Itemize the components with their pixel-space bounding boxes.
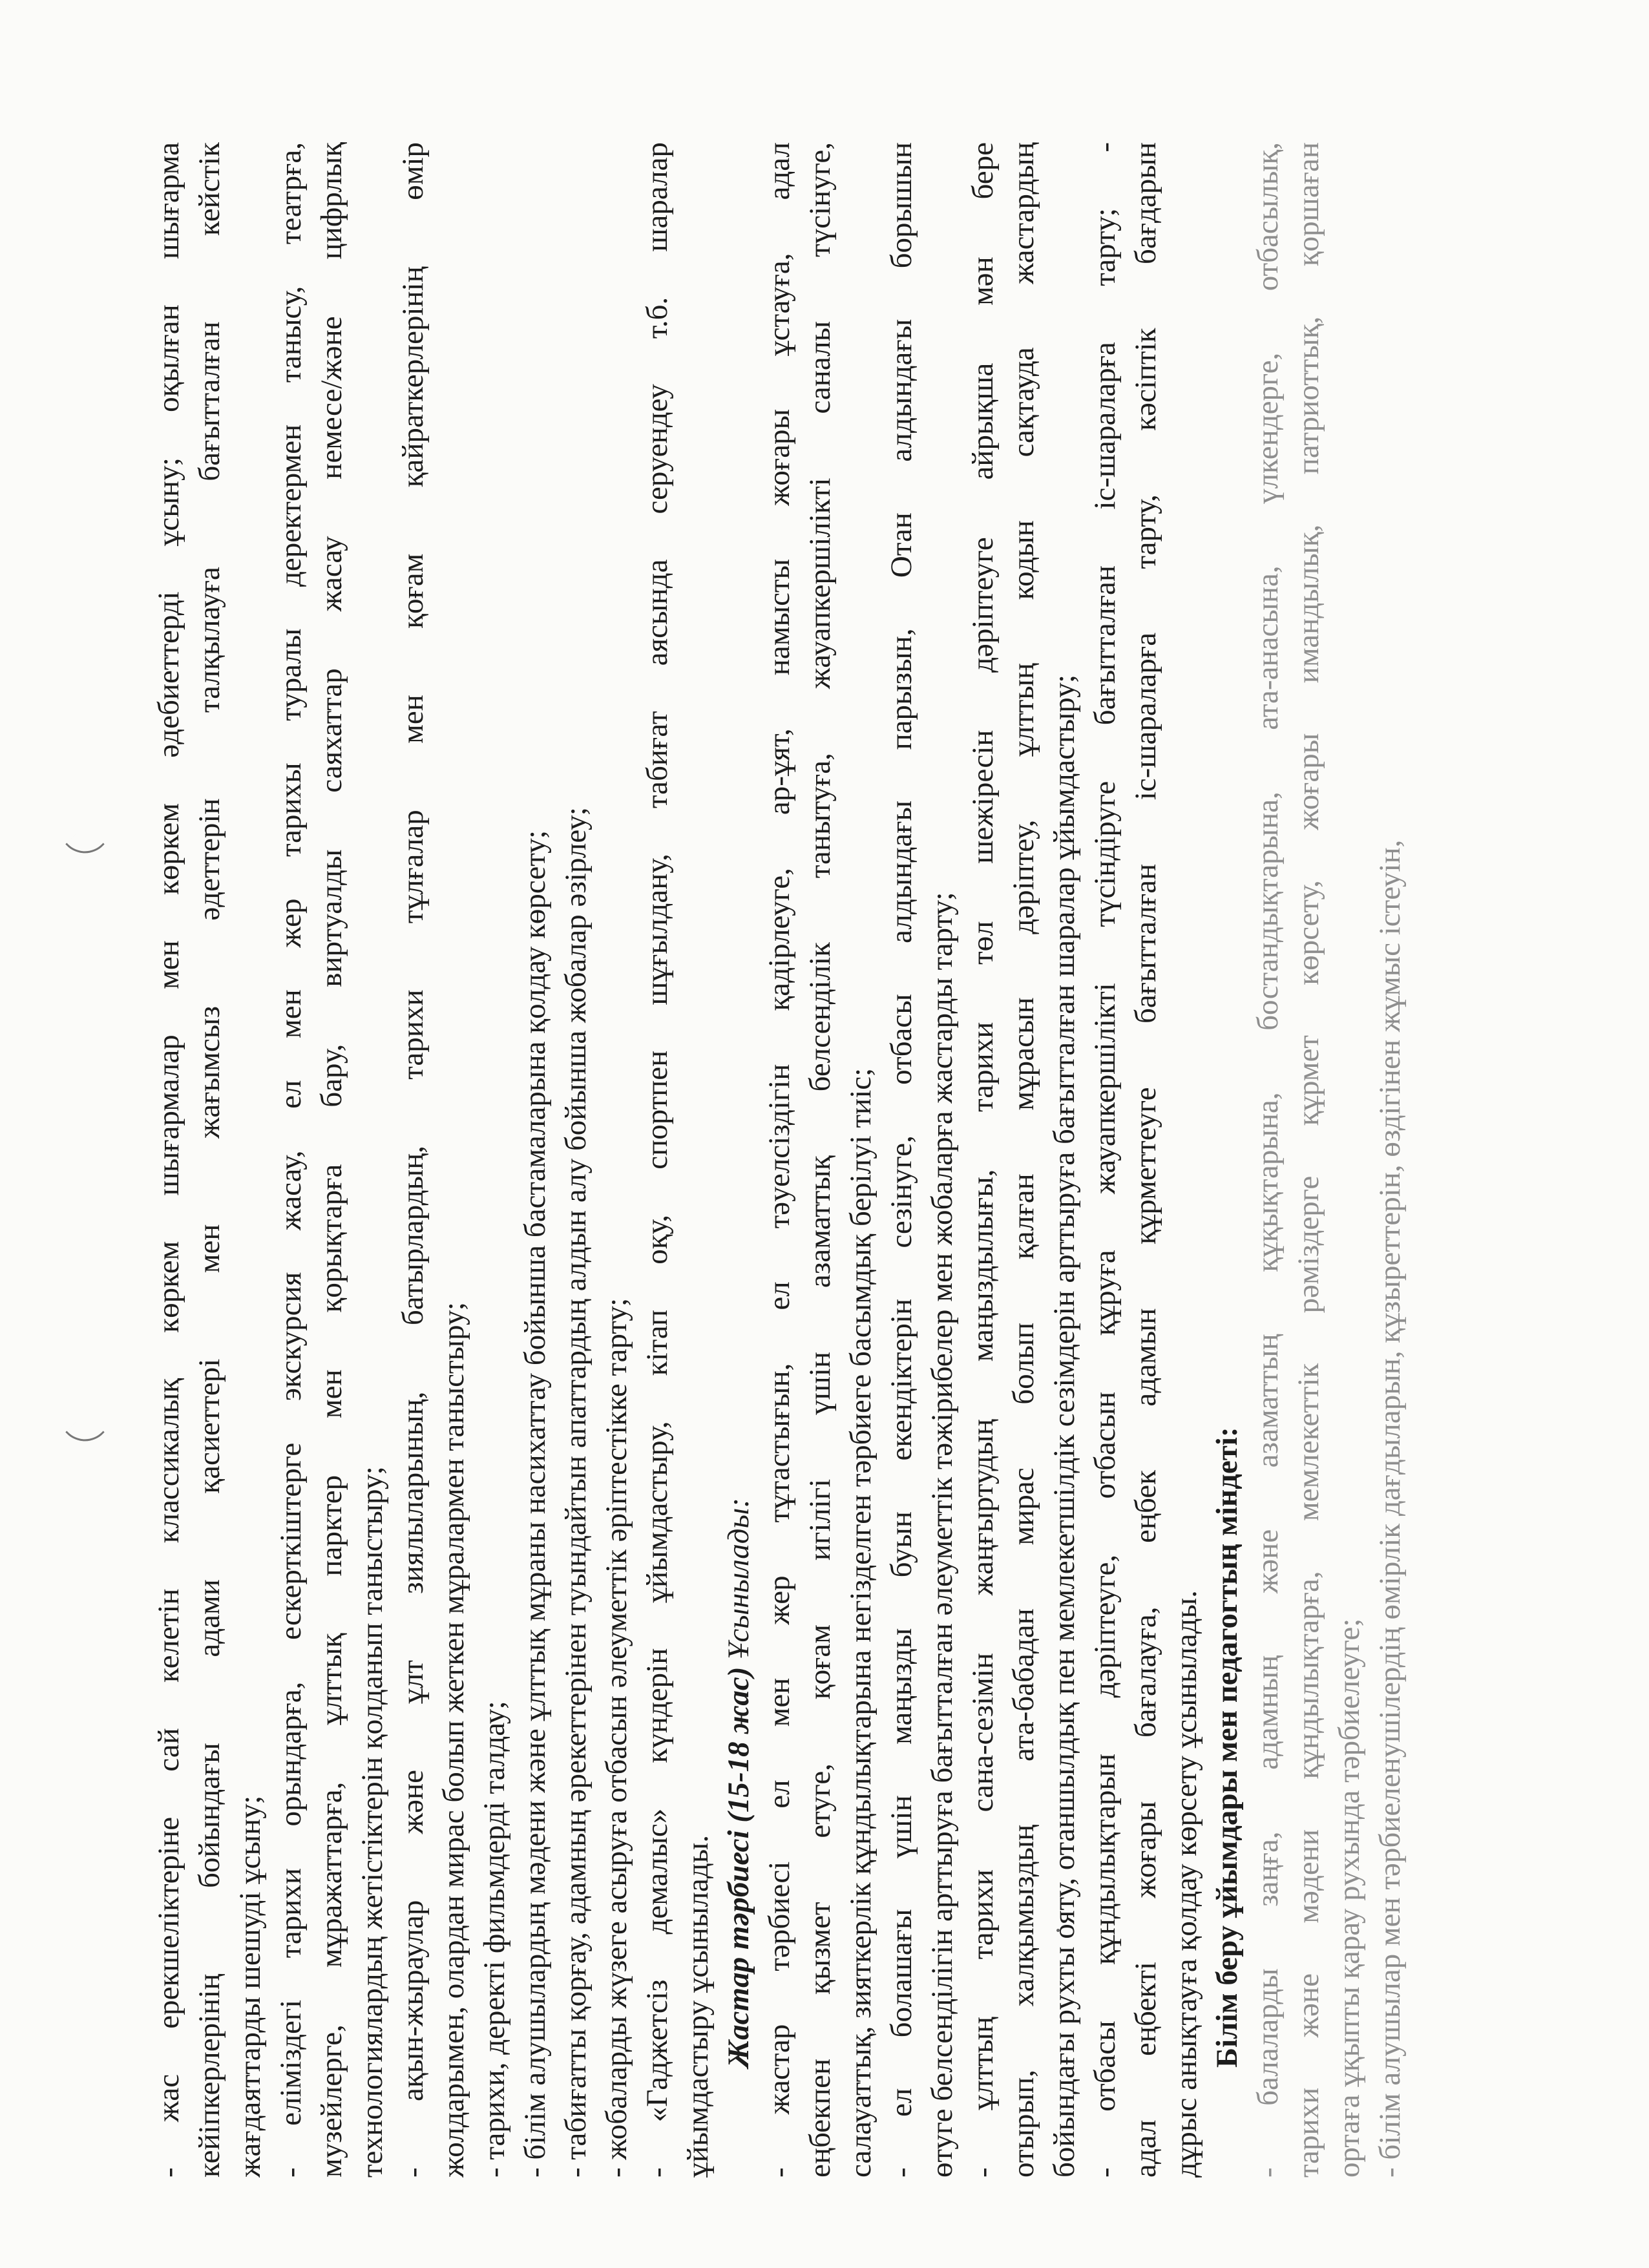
- text-line: бойындағы рухты ояту, отаншылдық пен мемлекетшілдік сезімдерін арттыруға бағытталған шаралар ұйымдастыру;: [1047, 674, 1081, 2178]
- text-line: жолдарымен, олардан мирас болып жеткен мұралармен таныстыру;: [437, 1302, 470, 2178]
- heading-bold: Жастар тәрбиесі (15-18 жас): [722, 1666, 755, 2068]
- heading-italic: Ұсынылады:: [722, 1498, 755, 1667]
- text-line: - ақын-жыраулар және ұлт зиялыларының, батырлардың, тарихи тұлғалар мен қоғам қайраткерлерінің өмір: [396, 142, 430, 2178]
- text-line: - балаларды заңға, адамның және азаматтың құқықтарына, бостандықтарына, ата-анасына, үлкендерге, отбасылық,: [1251, 142, 1285, 2178]
- text-line: тарихи және мәдени құндылықтарға, мемлекеттік рәміздерге құрмет көрсету, жоғары имандылық, патриоттық, қоршаған: [1292, 142, 1325, 2178]
- text-line: музейлерге, мұражаттарға, ұлттық парктер мен қорықтарға бару, виртуалды саяхаттар жасау немесе/және цифрлық: [315, 142, 348, 2178]
- punch-mark-bottom: [65, 1412, 105, 1452]
- text-line: өтуге белсенділігін арттыруға бағытталған әлеуметтік тәжірибелер мен жобаларға жастарды тарту;: [925, 892, 959, 2178]
- text-line: дұрыс анықтауға қолдау көрсету ұсынылады.: [1170, 1590, 1203, 2178]
- rotated-text-block: [149, 142, 1493, 2178]
- text-line: ұйымдастыру ұсынылады.: [681, 1834, 715, 2178]
- punch-mark-top: [65, 824, 105, 864]
- paragraph-group-1: [149, 142, 719, 2178]
- text-line: - еліміздегі тарихи орындарға, ескерткіштерге экскурсия жасау, ел мен жер тарихы туралы деректермен танысу, театрға,: [274, 142, 308, 2178]
- text-line: - жастар тәрбиесі ел мен жер тұтастығын, ел тәуелсіздігін қадірлеуге, ар-ұят, намысты жоғары ұстауға, адал: [762, 142, 796, 2178]
- text-line: - ел болашағы үшін маңызды буын екендіктерін сезінуге, отбасы алдындағы парызын, Отан алдындағы борышын: [885, 142, 918, 2178]
- paragraph-group-3: [1248, 142, 1411, 2178]
- paragraph-group-2: [759, 142, 1207, 2178]
- section-title-duties: Білім беру ұйымдары мен педагогтың міндеті:: [1210, 1427, 1244, 2068]
- text-line: еңбекпен қызмет етуге, қоғам игілігі үшін азаматтық белсенділік танытуға, жауапкершілікті саналы түсінуге,: [803, 142, 837, 2178]
- text-line: - ұлттың тарихи сана-сезімін жаңғыртудың маңыздылығы, тарихи төл шежіресін дәріптеуге айрықша мән бере: [966, 142, 1000, 2178]
- section-heading-youth: [719, 142, 759, 2178]
- text-line: адал еңбекті жоғары бағалауға, еңбек адамын құрметтеуге бағытталған іс-шараларға тарту, кәсіптік бағдарын: [1129, 142, 1162, 2178]
- text-line: ортаға ұқыпты қарау рухында тәрбиелеуге;: [1332, 1618, 1366, 2178]
- text-line: кейіпкерлерінің бойындағы адами қасиеттері мен жағымсыз әдеттерін талқылауға бағытталған кейстік: [193, 142, 226, 2178]
- text-line: - табиғатты қорғау, адамның әрекеттерінен туындайтын апаттардың алдын алу бойынша жобалар әзірлеу;: [559, 807, 593, 2178]
- text-line: - білім алушылардың мәдени және ұлттық мұраны насихаттау бойынша бастамаларына қолдау көрсету;: [518, 830, 552, 2178]
- text-line: - жас ерекшеліктеріне сай келетін классикалық көркем шығармалар мен көркем әдебиеттерді ұсыну; оқылған шығарма: [152, 142, 185, 2178]
- text-line: отырып, халқымыздың ата-бабадан мирас болып қалған мұрасын дәріптеу, ұлттың кодын сақтауда жастардың: [1007, 142, 1040, 2178]
- text-line: - білім алушылар мен тәрбиеленушілердің өмірлік дағдыларын, құзыреттерін, өздігінен жұмыс істеуін,: [1373, 839, 1407, 2178]
- text-line: - жобаларды жүзеге асыруға отбасын әлеуметтік әріптестікке тарту;: [600, 1297, 633, 2178]
- text-line: - тарихи, деректі фильмдерді талдау;: [478, 1701, 511, 2178]
- text-line: - отбасы құндылықтарын дәріптеуге, отбасын құруға жауапкершілікті түсіндіруге бағытталған іс-шараларға тарту; -: [1088, 142, 1122, 2178]
- text-line: жағдаяттарды шешуді ұсыну;: [233, 1795, 267, 2178]
- text-line: - «Гаджетсіз демалыс» күндерін ұйымдастыру, кітап оқу, спортпен шұғылдану, табиғат аясында серуендеу т.б. шаралар: [640, 142, 674, 2178]
- text-line: салауаттық, зияткерлік құндылықтарына негізделген тәрбиеге басымдық берілуі тиіс;: [844, 1067, 877, 2178]
- text-line: технологиялардың жетістіктерін қолданып таныстыру;: [355, 1466, 389, 2178]
